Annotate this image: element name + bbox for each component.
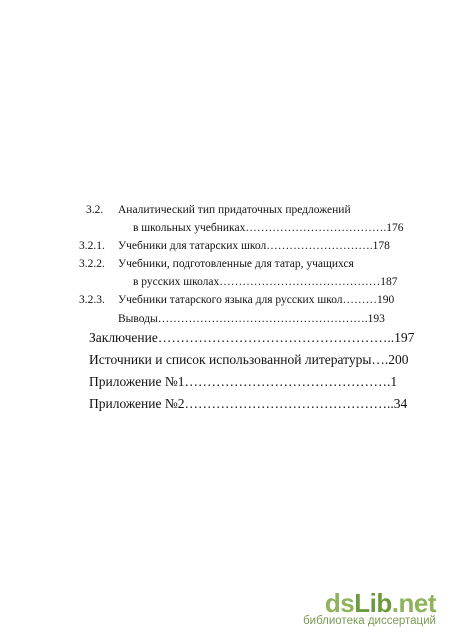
toc-text: в русских школах……………………………………187 xyxy=(133,276,398,288)
toc-text: в школьных учебниках……………………………….176 xyxy=(133,222,404,234)
watermark xyxy=(303,589,436,628)
toc-number: 3.2.3. xyxy=(79,294,105,306)
toc-text: Заключение……………………………………………..197 xyxy=(89,330,415,345)
toc-entry-3-2-2-cont xyxy=(133,275,398,289)
toc-text: Приложение №1……………………………………….1 xyxy=(89,374,398,389)
watermark-ds: ds xyxy=(324,588,355,618)
watermark-lib: Lib xyxy=(354,588,392,618)
toc-entry-conclusions xyxy=(118,312,385,326)
toc-entry-appendix-2 xyxy=(89,396,407,412)
toc-entry-3-2-1 xyxy=(79,239,390,253)
toc-entry-sources xyxy=(89,352,409,368)
toc-text: Приложение №2………………………………………..34 xyxy=(89,396,408,411)
toc-text: Аналитический тип придаточных предложений xyxy=(118,204,351,216)
toc-number: 3.2.1. xyxy=(79,240,105,252)
toc-entry-3-2-cont xyxy=(133,221,403,235)
toc-text: Учебники татарского языка для русских школ………190 xyxy=(118,294,395,306)
toc-number: 3.2. xyxy=(86,204,104,216)
toc-entry-conclusion xyxy=(89,330,414,346)
watermark-net: .net xyxy=(391,588,436,618)
toc-entry-3-2-2 xyxy=(79,257,354,271)
toc-number: 3.2.2. xyxy=(79,258,105,270)
toc-entry-3-2 xyxy=(86,203,351,217)
watermark-subtitle: библиотека диссертаций xyxy=(303,615,436,627)
toc-text: Источники и список использованной литературы….200 xyxy=(89,352,409,367)
toc-text: Учебники, подготовленные для татар, учащихся xyxy=(118,258,354,270)
toc-entry-appendix-1 xyxy=(89,374,397,390)
watermark-logo xyxy=(303,589,436,617)
toc-entry-3-2-3 xyxy=(79,293,394,307)
toc-text: Учебники для татарских школ……………………….178 xyxy=(118,240,390,252)
toc-text: Выводы……………………………………………….193 xyxy=(118,313,385,325)
